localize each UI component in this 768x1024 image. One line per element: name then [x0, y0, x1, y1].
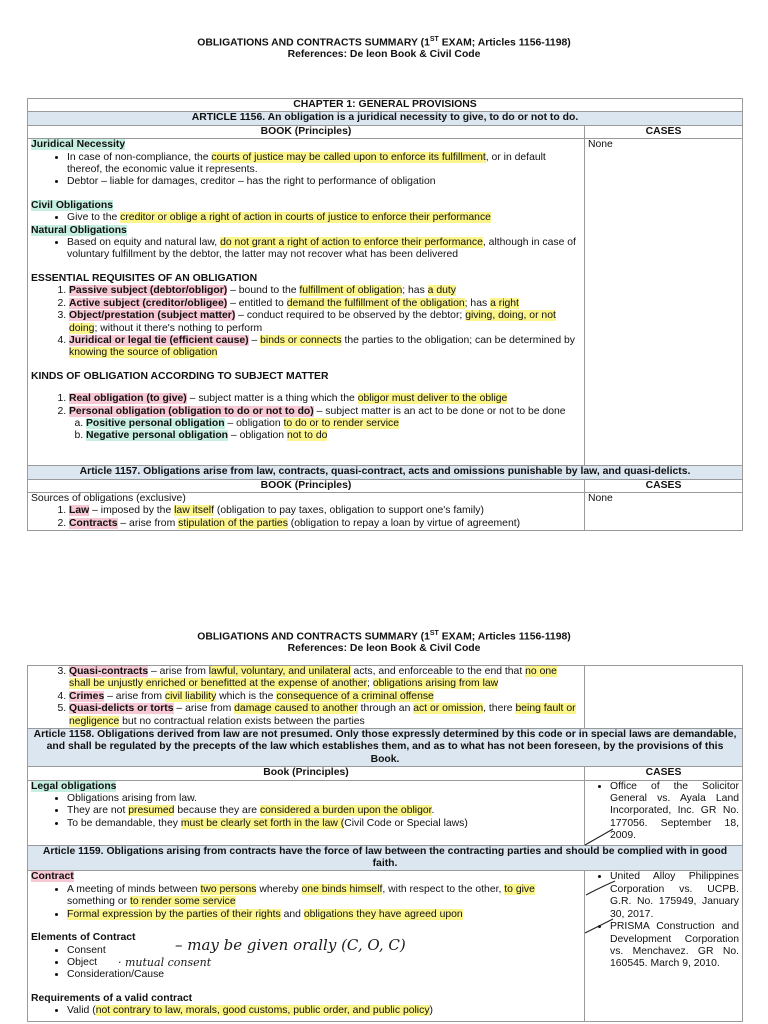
- article-1157-cases-continued: [585, 666, 743, 729]
- chapter-title: CHAPTER 1: GENERAL PROVISIONS: [28, 99, 743, 112]
- list-item: 4. Crimes – arise from civil liability which is the consequence of a criminal offense: [69, 691, 581, 703]
- list-item: 2. Active subject (creditor/obligee) – entitled to demand the fulfillment of the obligation; has a right: [69, 298, 581, 310]
- list-item: 3. Quasi-contracts – arise from lawful, voluntary, and unilateral acts, and enforceable to the end that no one shall be unjustly enriched or benefitted at the expense of another; obligations arising from law: [69, 666, 581, 691]
- article-1157-principles: [28, 493, 585, 531]
- article-1157-cases: None: [585, 493, 743, 531]
- list-item: • A meeting of minds between two persons whereby one binds himself, with respect to the other, to give something or to render some service: [67, 884, 581, 909]
- legal-obligations-list: [31, 793, 581, 830]
- summary-table-1: [27, 98, 743, 531]
- juridical-necessity-list: [31, 152, 581, 189]
- pen-check-marks: [583, 785, 623, 945]
- list-item: • They are not presumed because they are considered a burden upon the obligor.: [67, 805, 581, 817]
- article-1159-heading: Article 1159. Obligations arising from contracts have the force of law between the contracting parties and should be complied with in good faith.: [28, 845, 743, 871]
- article-1157-heading: Article 1157. Obligations arise from law, contracts, quasi-contract, acts and omissions punishable by law, and quasi-delicts.: [28, 466, 743, 479]
- juridical-necessity-heading: Juridical Necessity: [31, 139, 126, 151]
- kinds-of-obligation-heading: KINDS OF OBLIGATION ACCORDING TO SUBJECT MATTER: [31, 370, 329, 382]
- list-item: • Formal expression by the parties of their rights and obligations they have agreed upon: [67, 909, 581, 921]
- list-item: • In case of non-compliance, the courts of justice may be called upon to enforce its fulfillment, or in default thereof, the economic value it represents.: [67, 152, 581, 177]
- sources-list-continued: [31, 666, 581, 728]
- list-item: • Object: [67, 957, 581, 969]
- list-item: • Valid (not contrary to law, morals, good customs, public order, and public policy): [67, 1005, 581, 1017]
- requirements-list: [31, 1005, 581, 1017]
- list-item: 2. Contracts – arise from stipulation of the parties (obligation to repay a loan by virtue of agreement): [69, 518, 581, 530]
- case-citation: • Office of the Solicitor General vs. Ayala Land Incorporated, Inc. GR No. 177056. September 18, 2009.: [610, 781, 739, 843]
- book-column-header: BOOK (Principles): [28, 479, 585, 492]
- elements-of-contract-heading: Elements of Contract: [31, 932, 136, 944]
- book-column-header: BOOK (Principles): [28, 125, 585, 138]
- list-item: 1. Law – imposed by the law itself (obligation to pay taxes, obligation to support one's family): [69, 505, 581, 517]
- cases-column-header: CASES: [585, 125, 743, 138]
- contract-definition-list: [31, 884, 581, 921]
- book-column-header: Book (Principles): [28, 767, 585, 780]
- cases-column-header: CASES: [585, 767, 743, 780]
- list-item: b. Negative personal obligation – obligation not to do: [86, 430, 581, 442]
- natural-obligations-list: [31, 237, 581, 262]
- list-item: 1. Real obligation (to give) – subject matter is a thing which the obligor must deliver to the oblige: [69, 393, 581, 405]
- cases-column-header: CASES: [585, 479, 743, 492]
- sources-heading: Sources of obligations (exclusive): [31, 493, 186, 505]
- kinds-of-obligation-list: [31, 393, 581, 443]
- list-item: • To be demandable, they must be clearly set forth in the law (Civil Code or Special laws): [67, 818, 581, 830]
- article-1156-principles: [28, 139, 585, 466]
- requirements-heading: Requirements of a valid contract: [31, 992, 193, 1004]
- document-page-2: [0, 600, 768, 1024]
- list-item: • Consent: [67, 945, 581, 957]
- document-title: OBLIGATIONS AND CONTRACTS SUMMARY (1ST EXAM; Articles 1156-1198): [197, 36, 571, 49]
- list-item: 2. Personal obligation (obligation to do or not to do) – subject matter is an act to be done or not to be done a. Positive personal obligation – obligation to do or to render service b. Negative personal obligation – obligation not to do: [69, 406, 581, 443]
- page-separator: [0, 590, 768, 600]
- list-item: 1. Passive subject (debtor/obligor) – bound to the fulfillment of obligation; has a duty: [69, 285, 581, 297]
- list-item: 5. Quasi-delicts or torts – arise from damage caused to another through an act or omission, there being fault or negligence but no contractual relation exists between the parties: [69, 703, 581, 728]
- list-item: • Debtor – liable for damages, creditor – has the right to performance of obligation: [67, 176, 581, 188]
- case-citation: • PRISMA Construction and Development Corporation vs. Menchavez. GR No. 160545. March 9, 2010.: [610, 921, 739, 971]
- document-references: References: De leon Book & Civil Code: [287, 49, 481, 61]
- legal-obligations-heading: Legal obligations: [31, 780, 117, 792]
- article-1156-heading: ARTICLE 1156. An obligation is a juridical necessity to give, to do or not to do.: [28, 112, 743, 125]
- sources-list: [31, 505, 581, 530]
- page-header-1: [0, 34, 768, 61]
- list-item: • Consideration/Cause: [67, 969, 581, 981]
- article-1156-cases: None: [585, 139, 743, 466]
- essential-requisites-list: [31, 285, 581, 359]
- essential-requisites-heading: ESSENTIAL REQUISITES OF AN OBLIGATION: [31, 272, 258, 284]
- civil-obligations-heading: Civil Obligations: [31, 199, 113, 211]
- list-item: • Obligations arising from law.: [67, 793, 581, 805]
- document-title: OBLIGATIONS AND CONTRACTS SUMMARY (1ST EXAM; Articles 1156-1198): [197, 630, 571, 643]
- natural-obligations-heading: Natural Obligations: [31, 224, 127, 236]
- list-item: 4. Juridical or legal tie (efficient cause) – binds or connects the parties to the obligation; can be determined by knowing the source of obligation: [69, 335, 581, 360]
- article-1158-principles: [28, 780, 585, 845]
- handwritten-note-consent: · mutual consent: [118, 956, 212, 969]
- list-item: • Based on equity and natural law, do not grant a right of action to enforce their performance, although in case of voluntary fulfillment by the debtor, the latter may not recover what has been delivered: [67, 237, 581, 262]
- document-references: References: De leon Book & Civil Code: [287, 643, 481, 655]
- handwritten-note-oral: – may be given orally (C, O, C): [175, 936, 406, 954]
- contract-heading: Contract: [31, 871, 74, 883]
- article-1157-principles-continued: [28, 666, 585, 729]
- case-citation: • United Alloy Philippines Corporation vs. UCPB. G.R. No. 175949, January 30, 2017.: [610, 871, 739, 921]
- personal-obligation-sublist: [69, 418, 581, 443]
- page-header-2: [0, 628, 768, 655]
- civil-obligations-list: [31, 212, 581, 224]
- list-item: a. Positive personal obligation – obligation to do or to render service: [86, 418, 581, 430]
- list-item: • Give to the creditor or oblige a right of action in courts of justice to enforce their performance: [67, 212, 581, 224]
- list-item: 3. Object/prestation (subject matter) – conduct required to be observed by the debtor; giving, doing, or not doing; without it there's nothing to perform: [69, 310, 581, 335]
- article-1158-heading: Article 1158. Obligations derived from law are not presumed. Only those expressly determined by this code or in special laws are demandable, and shall be regulated by the precepts of the law which establishes them, and as to what has not been foreseen, by the provisions of this Book.: [28, 729, 743, 767]
